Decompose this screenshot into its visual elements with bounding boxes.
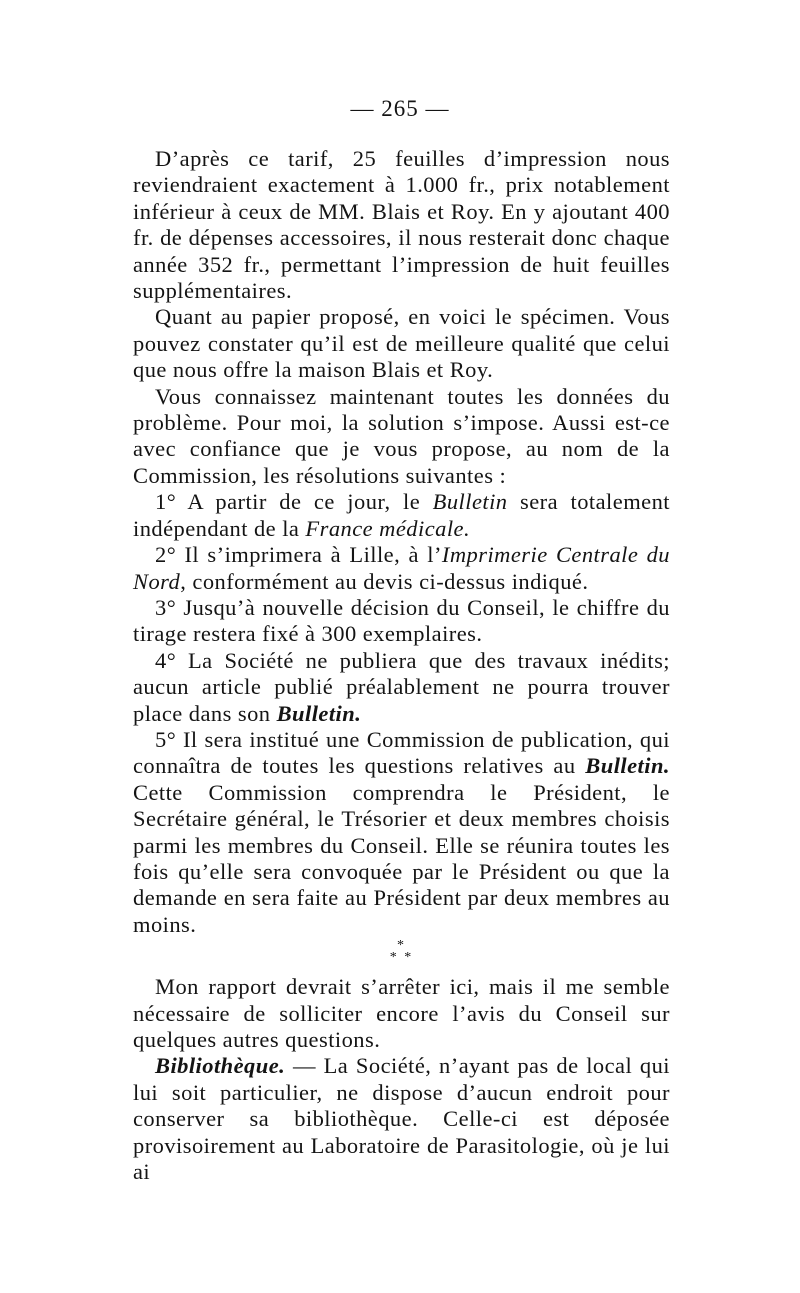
resolution-2-text-a: 2° Il s’imprimera à Lille, à l’ [155,542,442,568]
resolution-5 [133,727,670,938]
resolution-1-france-medicale: France médicale. [305,515,471,541]
asterism-top: * [397,938,406,954]
resolution-4-bulletin: Bulletin. [276,700,362,726]
bibliotheque-text: — La Société, n’ayant pas de local qui lui soit particulier, ne dispose d’aucun endroit pour conserver sa bibliothèque. Celle-ci est déposée provisoirement au Laboratoire de Parasitologie, où je lui ai [133,1053,670,1185]
asterism-bottom: * * [389,950,414,966]
resolution-2-text-b: , conformément au devis ci-dessus indiqué. [180,568,589,594]
resolution-3: 3° Jusqu’à nouvelle décision du Conseil, le chiffre du tirage restera fixé à 300 exemplaires. [133,594,670,647]
resolution-1-text-a: 1° A partir de ce jour, le [155,489,433,515]
paragraph-solution: Vous connaissez maintenant toutes les données du problème. Pour moi, la solution s’impose. Aussi est-ce avec confiance que je vous propose, au nom de la Commission, les résolutions suivantes : [133,383,670,488]
resolution-5-bulletin: Bulletin. [585,753,670,779]
paragraph-paper: Quant au papier proposé, en voici le spécimen. Vous pouvez constater qu’il est de meilleure qualité que celui que nous offre la maison Blais et Roy. [133,304,670,383]
resolution-5-text-b: Cette Commission comprendra le Président, le Secrétaire général, le Trésorier et deux membres choisis parmi les membres du Conseil. Elle se réunira toutes les fois qu’elle sera convoquée par le Président ou que la demande en sera faite au Président par deux membres au moins. [133,779,670,937]
resolution-2 [133,542,670,595]
resolution-4-text: 4° La Société ne publiera que des travaux inédits; aucun article publié préalablement ne pourra trouver place dans son [133,647,670,726]
resolution-5-text-a: 5° Il sera institué une Commission de publication, qui connaîtra de toutes les questions relatives au [133,726,670,779]
paragraph-other-questions: Mon rapport devrait s’arrêter ici, mais il me semble nécessaire de solliciter encore l’avis du Conseil sur quelques autres questions. [133,974,670,1052]
page-number: — 265 — [350,96,450,121]
paragraph-bibliotheque [133,1053,670,1185]
resolution-1-text-b: sera totalement indépendant de la [133,489,670,541]
asterism-separator [133,940,670,964]
resolution-2-imprimerie: Imprimerie Centrale du Nord [133,542,670,594]
resolution-1-bulletin: Bulletin [432,489,508,515]
page-body [133,146,670,1185]
resolution-1 [133,489,670,542]
resolution-4 [133,648,670,727]
bibliotheque-heading: Bibliothèque. [155,1053,286,1079]
paragraph-tariff: D’après ce tarif, 25 feuilles d’impression nous reviendraient exactement à 1.000 fr., prix notablement inférieur à ceux de MM. Blais et Roy. En y ajoutant 400 fr. de dépenses accessoires, il nous resterait donc chaque année 352 fr., permettant l’impression de huit feuilles supplémentaires. [133,146,670,304]
